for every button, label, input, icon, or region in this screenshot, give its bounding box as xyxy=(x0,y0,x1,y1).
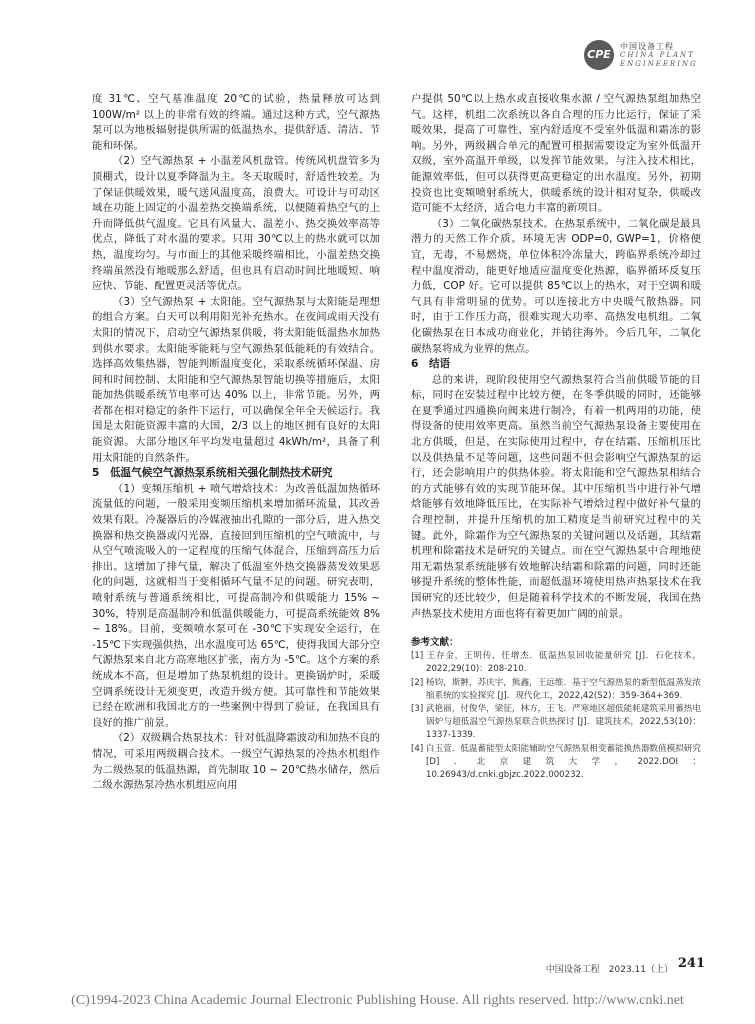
logo-english-name xyxy=(620,51,698,69)
logo-english-line-1: CHINA PLANT xyxy=(620,51,695,59)
logo-chinese-name: 中国设备工程 xyxy=(620,42,674,51)
paragraph: （1）变频压缩机 + 喷气增焓技术：为改善低温加热循环流量低的问题，一般采用变频压缩机来增加循环流量，其改善效果有限。冷凝器后的冷媒液抽出孔隙的一部分后，进入热交换器和热交换器或闪光器，直接回到压缩机的空气喷流中，与从空气喷流吸入的一定程度的压缩气体混合，压缩到高压力后排出。这增加了排气量，解决了低温室外热交换器蒸发效果恶化的问题，这就相当于变相循环气量不足的问题。研究表明，喷射系统与普通系统相比，可提高制冷和供暖能力 15% ~ 30%，特别是高温制冷和低温供暖能力，可提高系统能效 8% ~ 18%。目前，变频喷水泵可在 -30℃下实现安全运行，在 -15℃下实现强供热，出水温度可达 65℃，使得我国大部分空气源热泵来自北方高寒地区扩张，南方为 -5℃。这个方案的系统成本不高，但是增加了热泵机组的设计。更换锅炉时，采暖空调系统设计无须变更，改造升级方便。其可靠性和节能效果已经在欧洲和我国北方的一些案例中得到了验证，在我国具有良好的推广前景。 xyxy=(92,482,380,729)
paragraph: （3）二氧化碳热泵技术。在热泵系统中，二氧化碳是最具潜力的天然工作介质。环境无害 ODP=0, GWP=1，价格便宜，无毒，不易燃烧，单位体积冷冻量大，跨临界系统冷却过程中温度滑动，能更好地适应温度变化热源，临界循环反复压力低，COP 好。它可以提供 85℃以上的热水，对于空调和暖气具有非常明显的优势。可以连接北方中央暖气散热器。同时，由于工作压力高，很难实现大功率、高热发电机组。二氧化碳热泵在日本成功商业化，并销往海外。今后几年，二氧化碳热泵将成为业界的焦点。 xyxy=(411,217,701,355)
section-heading-5: 5 低温气候空气源热泵系统相关强化制热技术研究 xyxy=(92,467,333,480)
paragraph: 度 31℃、空气基准温度 20℃的试验，热量释放可达到 100W/m² 以上的非常有效的终端。通过这种方式，空气源热泵可以为地板辐射提供所需的低温热水，提供舒适、清洁、节能和环保。 xyxy=(92,93,380,152)
reference-item: [2] 杨钧，斯翀，苏庆宇，熊鑫，王远维．基于空气源热泵的新型低温蒸发浓缩系统的实验探究 [J]．现代化工，2022,42(S2)：359-364+369. xyxy=(411,677,701,701)
left-column xyxy=(92,92,380,794)
cpe-logo-icon: CPE xyxy=(584,40,614,70)
logo-english-line-2: ENGINEERING xyxy=(620,60,698,68)
right-column xyxy=(411,92,701,782)
reference-item: [4] 白玉萱．低温蓄能型太阳能辅助空气源热泵相变蓄能换热器数值模拟研究 [D]．北京建筑大学，2022.DOI：10.26943/d.cnki.gbjzc.2022.000232. xyxy=(411,743,701,781)
paragraph: 总的来讲，现阶段使用空气源热泵符合当前供暖节能的目标，同时在安装过程中比较方便，在冬季供暖的同时，还能够在夏季通过四通换向阀来进行制冷，有着一机两用的功能，使得设备的使用效率更高。虽然当前空气源热泵设备主要使用在北方供暖，但是，在实际使用过程中，存在结霜、压缩机压比以及供热量不足等问题，这些问题不但会影响空气源热泵的运行，还会影响用户的供热体验。将太阳能和空气源热泵相结合的方式能够有效的实现节能环保。其中压缩机当中进行补气增焓能够有效地降低压比，在实际补气增焓过程中做好补气量的合理控制，并提升压缩机的加工精度是当前研究过程中的关键。此外，除霜作为空气源热泵的关键问题以及话题，其结霜机理和除霜技术是研究的关键点。而在空气源热泵中合理地使用无霜热泵系统能够有效地解决结霜和除霜的问题，同时还能够提升系统的整体性能，而超低温环境使用热声热泵技术在我国研究的还比较少，但是随着科学技术的不断发展，我国在热声热泵技术使用方面也将有着更加广阔的前景。 xyxy=(411,373,701,620)
footer-journal-issue: 中国设备工程 2023.11（上） xyxy=(545,965,673,975)
references xyxy=(411,636,701,782)
references-title: 参考文献： xyxy=(411,637,459,649)
paragraph: （2）双级耦合热泵技术：针对低温降霜波动和加热不良的情况，可采用两级耦合技术。一级空气源热泵的冷热水机组作为二级热泵的低温热源，首先制取 10 ~ 20℃热水储存，然后二级水源热泵冷热水机组应向用 xyxy=(92,732,380,792)
paragraph: （2）空气源热泵 + 小温差风机盘管。传统风机盘管多为顶棚式，设计以夏季降温为主。冬天取暖时，舒适性较差。为了保证供暖效果，暖气送风温度高，浪费大。可设计与可动区域在功能上固定的小温差热交换端系统，以便随着热空气的上升而降低供气温度。它具有风量大、温差小、热交换效率高等优点，降低了对水温的要求。只用 30℃以上的热水就可以加热，温度均匀。与市面上的其他采暖终端相比，小温差热交换终端虽然没有地暖那么舒适，但也具有启动时间比地暖短、响应快、节能、配置更灵活等优点。 xyxy=(92,155,380,293)
copyright-notice: (C)1994-2023 China Academic Journal Electronic Publishing House. All rights reserved. http://www.cnki.net xyxy=(71,993,684,1008)
section-heading-6: 6 结语 xyxy=(411,358,451,371)
page-number: 241 xyxy=(677,956,705,971)
journal-logo xyxy=(584,40,724,74)
reference-item: [1] 王存金，王明传，任增杰．低温热泵回收能量研究 [J]．石化技术，2022,29(10)：208-210. xyxy=(411,651,701,675)
paragraph: 户提供 50℃以上热水或直接收集水源 / 空气源热泵组加热空气。这样，机组二次系统以各自合理的压力比运行，保证了采暖效果，提高了可靠性，室内舒适度不受室外低温和霜冻的影响。另外，两级耦合单元的配置可根据需要设定为室外低温开双级，室外高温开单级，以发挥节能效果。与注入技术相比，能源效率低，但可以获得更高更稳定的出水温度。另外，初期投资也比变频喷射系统大，供暖系统的设计相对复杂，供暖改造可能不太经济，适合电力丰富的新项目。 xyxy=(411,93,701,215)
paragraph: （3）空气源热泵 + 太阳能。空气源热泵与太阳能是理想的组合方案。白天可以利用阳光补充热水。在夜间或雨天没有太阳的情况下，启动空气源热泵供暖，将太阳能低温热水加热到供水要求。太阳能零能耗与空气源热泵低能耗的有效结合。选择高效集热器，智能判断温度变化，采取系统循环保温、房间和时间控制、太阳能和空气源热泵智能切换等措施后，太阳能加热供暖系统节电率可达 40% 以上，非常节能。另外，两者都在相对稳定的条件下运行，可以确保全年全天候运行。我国是太阳能资源丰富的大国，2/3 以上的地区拥有良好的太阳能资源。大部分地区年平均发电量超过 4kWh/m²，具备了利用太阳能的自然条件。 xyxy=(92,295,380,464)
reference-item: [3] 武艳丽，付俊华，梁征，林方，王飞．严寒地区超低能耗建筑采用蓄热电锅炉与超低温空气源热泵联合供热探讨 [J]．建筑技术，2022,53(10)：1337-1339. xyxy=(411,704,701,741)
